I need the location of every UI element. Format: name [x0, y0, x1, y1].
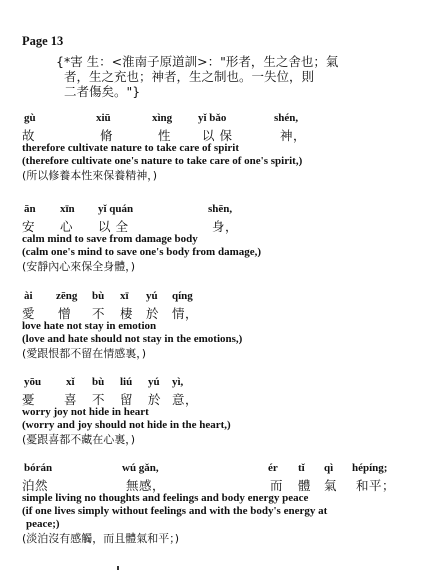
hanzi-char: 不 — [92, 306, 106, 321]
pinyin-syllable: liú — [120, 376, 133, 388]
hanzi-char: 留 — [120, 392, 134, 407]
hanzi-char: 憎 — [58, 306, 72, 321]
hanzi-char: 憂 — [22, 392, 36, 407]
pinyin-syllable: xǐ — [66, 376, 75, 388]
pinyin-syllable: yōu — [24, 376, 42, 388]
hanzi-char: 以 保 — [202, 128, 233, 143]
hanzi-row — [22, 390, 414, 406]
hanzi-char: 以 全 — [98, 219, 129, 234]
pinyin-syllable: yú — [146, 290, 158, 302]
pinyin-syllable: yǐ bǎo — [198, 112, 227, 124]
pinyin-row — [22, 376, 414, 390]
hanzi-char: 神， — [280, 128, 307, 143]
hanzi-row — [22, 304, 414, 320]
hanzi-char: 泊然 — [22, 478, 49, 493]
pinyin-syllable: ér — [268, 462, 278, 474]
hanzi-char: 和平； — [356, 478, 396, 493]
english-gloss: therefore cultivate nature to take care of spirit — [22, 142, 239, 154]
hanzi-row — [22, 476, 414, 492]
hanzi-row — [22, 126, 414, 142]
scan-mark — [117, 566, 119, 570]
hanzi-char: 意， — [172, 392, 199, 407]
note-line: 者，生之充也；神者，生之制也。一失位，則 — [64, 69, 315, 84]
hanzi-char: 故 — [22, 128, 36, 143]
page-number: Page 13 — [22, 34, 64, 48]
pinyin-row — [22, 290, 414, 304]
chinese-translation: (淡泊沒有感觸，而且體氣和平；) — [22, 532, 180, 545]
pinyin-row — [22, 203, 414, 217]
hanzi-char: 情， — [172, 306, 199, 321]
pinyin-syllable: qíng — [172, 290, 193, 302]
pinyin-syllable: zēng — [56, 290, 78, 302]
pinyin-syllable: bù — [92, 290, 105, 302]
pinyin-syllable: ài — [24, 290, 33, 302]
hanzi-char: 性 — [158, 128, 172, 143]
verse-stanza — [22, 462, 414, 546]
pinyin-syllable: xìng — [152, 112, 173, 124]
english-translation: (therefore cultivate one's nature to take care of one's spirit,) — [22, 155, 303, 167]
english-translation: (love and hate should not stay in the emotions,) — [22, 333, 243, 345]
hanzi-char: 無感， — [126, 478, 166, 493]
pinyin-syllable: tǐ — [298, 462, 305, 474]
note-line: 二者傷矣。"} — [64, 84, 141, 99]
english-translation-continued: peace;) — [26, 518, 60, 530]
pinyin-syllable: hépíng; — [352, 462, 388, 474]
hanzi-char: 於 — [146, 306, 160, 321]
english-gloss: simple living no thoughts and feelings and body energy peace — [22, 492, 309, 504]
pinyin-syllable: shén, — [274, 112, 299, 124]
english-gloss: worry joy not hide in heart — [22, 406, 149, 418]
hanzi-char: 心 — [60, 219, 74, 234]
verse-stanza — [22, 112, 414, 183]
pinyin-syllable: qì — [324, 462, 334, 474]
hanzi-char: 不 — [92, 392, 106, 407]
pinyin-syllable: ān — [24, 203, 36, 215]
pinyin-row — [22, 112, 414, 126]
hanzi-char: 體 — [298, 478, 312, 493]
hanzi-char: 喜 — [64, 392, 78, 407]
pinyin-syllable: xī — [120, 290, 129, 302]
pinyin-syllable: bórán — [24, 462, 53, 474]
verse-stanza — [22, 290, 414, 361]
english-gloss: calm mind to save from damage body — [22, 233, 198, 245]
pinyin-syllable: gù — [24, 112, 36, 124]
chinese-translation: (安靜內心來保全身體，) — [22, 260, 136, 273]
note-line: {*害 生：<淮南子原道訓>："形者，生之舍也；氣 — [56, 54, 339, 69]
hanzi-char: 脩 — [100, 128, 114, 143]
annotation-note — [56, 54, 408, 99]
pinyin-syllable: yǐ quán — [98, 203, 134, 215]
hanzi-char: 氣 — [324, 478, 338, 493]
hanzi-char: 而 — [270, 478, 284, 493]
verse-stanza — [22, 203, 414, 274]
hanzi-char: 身， — [212, 219, 239, 234]
pinyin-syllable: shēn, — [208, 203, 233, 215]
english-translation: (if one lives simply without feelings and with the body's energy at — [22, 505, 328, 517]
pinyin-syllable: xīn — [60, 203, 75, 215]
chinese-translation: (愛跟恨都不留在情感裏，) — [22, 347, 147, 360]
pinyin-syllable: yú — [148, 376, 160, 388]
english-translation: (calm one's mind to save one's body from damage,) — [22, 246, 262, 258]
english-gloss: love hate not stay in emotion — [22, 320, 157, 332]
chinese-translation: (憂跟喜都不藏在心裏，) — [22, 433, 136, 446]
hanzi-row — [22, 217, 414, 233]
hanzi-char: 於 — [148, 392, 162, 407]
pinyin-syllable: wú gǎn, — [122, 462, 159, 474]
pinyin-syllable: xiū — [96, 112, 111, 124]
hanzi-char: 愛 — [22, 306, 36, 321]
chinese-translation: (所以修養本性來保養精神，) — [22, 169, 158, 182]
pinyin-syllable: bù — [92, 376, 105, 388]
pinyin-syllable: yì, — [172, 376, 184, 388]
hanzi-char: 棲 — [120, 306, 134, 321]
english-translation: (worry and joy should not hide in the heart,) — [22, 419, 231, 431]
hanzi-char: 安 — [22, 219, 36, 234]
verse-stanza — [22, 376, 414, 447]
pinyin-row — [22, 462, 414, 476]
